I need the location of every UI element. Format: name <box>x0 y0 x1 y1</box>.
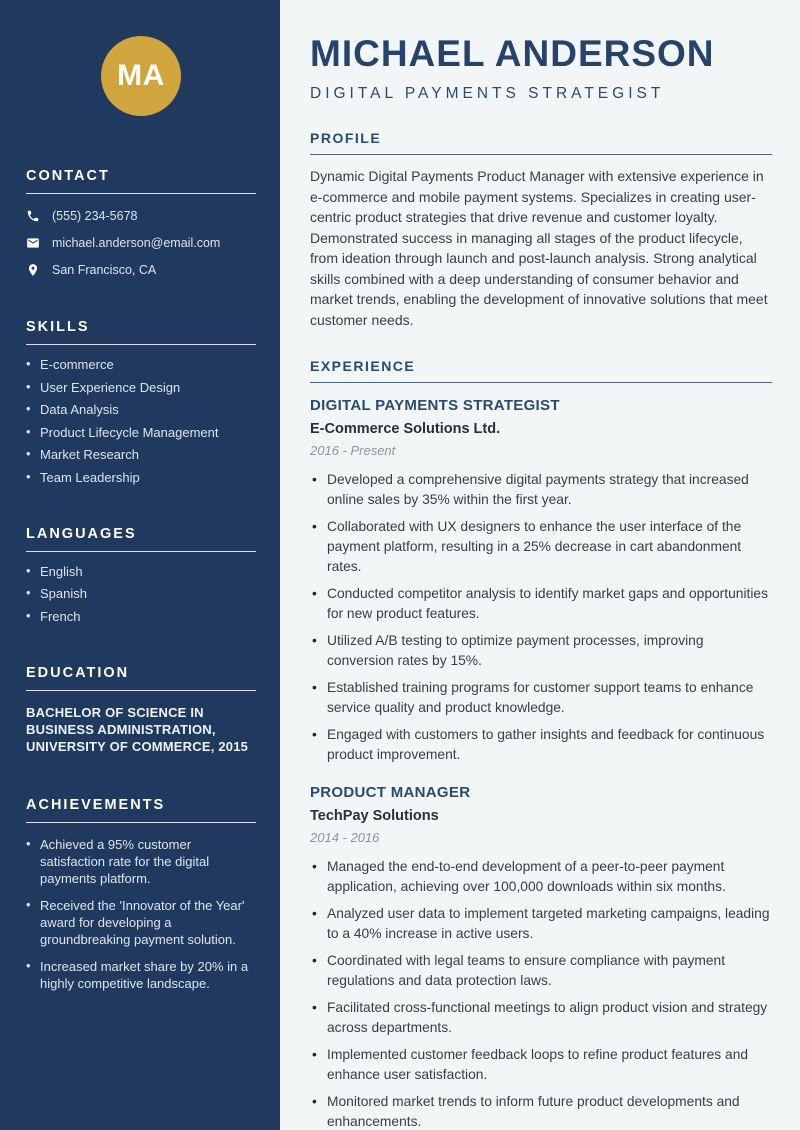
job-company: TechPay Solutions <box>310 807 439 824</box>
achievement-item: • Achieved a 95% customer satisfaction rate for the digital payments platform. <box>26 836 256 887</box>
job-bullet-list <box>310 470 772 765</box>
experience-section <box>310 358 772 1130</box>
job-bullet: • Implemented customer feedback loops to refine product features and enhance user satisfaction. <box>310 1045 772 1085</box>
email-address: michael.anderson@email.com <box>52 236 221 250</box>
job-bullet: • Coordinated with legal teams to ensure compliance with payment regulations and data protection laws. <box>310 951 772 991</box>
achievement-item: • Increased market share by 20% in a highly competitive landscape. <box>26 958 256 992</box>
location-icon <box>26 263 40 277</box>
job-bullet: • Managed the end-to-end development of a peer-to-peer payment application, achieving over 100,000 downloads within six months. <box>310 857 772 897</box>
skills-list <box>26 358 256 484</box>
person-job-title: DIGITAL PAYMENTS STRATEGIST <box>310 85 665 102</box>
job-bullet: • Analyzed user data to implement targeted marketing campaigns, leading to a 40% increase in active users. <box>310 904 772 944</box>
language-item: • English <box>26 565 256 578</box>
job-company: E-Commerce Solutions Ltd. <box>310 420 501 437</box>
phone-number: (555) 234-5678 <box>52 209 138 223</box>
contact-row-location <box>26 263 256 277</box>
section-divider <box>26 344 256 345</box>
languages-section-title: LANGUAGES <box>26 525 137 542</box>
avatar-initials: MA <box>117 59 165 92</box>
email-icon <box>26 236 40 250</box>
job-entry <box>310 784 772 1130</box>
language-item: • French <box>26 610 256 623</box>
profile-summary: Dynamic Digital Payments Product Manager with extensive experience in e-commerce and mobile payment systems. Specializes in creating user-centric product strategies that drive revenue and customer loyalty. Demonstrated success in managing all stages of the product lifecycle, from ideation through launch and post-launch analysis. Strong analytical skills combined with a deep understanding of consumer behavior and market trends, enabling the development of innovative solutions that meet customer needs. <box>310 168 768 329</box>
languages-list <box>26 565 256 623</box>
experience-section-title: EXPERIENCE <box>310 358 772 383</box>
contact-row-email <box>26 236 256 250</box>
job-bullet: • Collaborated with UX designers to enhance the user interface of the payment platform, resulting in a 25% decrease in cart abandonment rates. <box>310 517 772 577</box>
skill-item: • E-commerce <box>26 358 256 371</box>
profile-section-title: PROFILE <box>310 130 772 155</box>
job-bullet: • Developed a comprehensive digital payments strategy that increased online sales by 35% within the first year. <box>310 470 772 510</box>
sidebar <box>0 0 280 1130</box>
section-divider <box>26 193 256 194</box>
education-section <box>26 665 256 755</box>
contact-section <box>26 168 256 277</box>
section-divider <box>26 690 256 691</box>
achievements-section-title: ACHIEVEMENTS <box>26 796 166 813</box>
skill-item: • Product Lifecycle Management <box>26 426 256 439</box>
section-divider <box>26 822 256 823</box>
contact-list <box>26 209 256 277</box>
language-item: • Spanish <box>26 587 256 600</box>
job-role: PRODUCT MANAGER <box>310 783 471 801</box>
phone-icon <box>26 209 40 223</box>
achievements-list <box>26 836 256 992</box>
job-entry <box>310 397 772 765</box>
education-section-title: EDUCATION <box>26 664 130 681</box>
section-divider <box>26 551 256 552</box>
person-name: MICHAEL ANDERSON <box>310 33 715 74</box>
skill-item: • Data Analysis <box>26 403 256 416</box>
languages-section <box>26 526 256 623</box>
job-bullet: • Monitored market trends to inform future product developments and enhancements. <box>310 1092 772 1130</box>
job-bullet: • Engaged with customers to gather insights and feedback for continuous product improvement. <box>310 725 772 765</box>
job-role: DIGITAL PAYMENTS STRATEGIST <box>310 396 560 414</box>
education-degree: BACHELOR OF SCIENCE IN BUSINESS ADMINISTRATION, UNIVERSITY OF COMMERCE, 2015 <box>26 704 249 754</box>
skill-item: • Team Leadership <box>26 471 256 484</box>
skill-item: • User Experience Design <box>26 381 256 394</box>
main-content <box>280 0 800 1130</box>
skills-section-title: SKILLS <box>26 319 90 335</box>
job-bullet: • Conducted competitor analysis to identify market gaps and opportunities for new product features. <box>310 584 772 624</box>
job-bullet: • Facilitated cross-functional meetings to align product vision and strategy across departments. <box>310 998 772 1038</box>
job-dates: 2014 - 2016 <box>310 829 380 845</box>
profile-section <box>310 130 772 331</box>
skill-item: • Market Research <box>26 448 256 461</box>
job-bullet-list <box>310 857 772 1130</box>
achievements-section <box>26 797 256 992</box>
job-dates: 2016 - Present <box>310 442 396 458</box>
achievement-item: • Received the 'Innovator of the Year' award for developing a groundbreaking payment solution. <box>26 897 256 948</box>
skills-section <box>26 319 256 484</box>
contact-section-title: CONTACT <box>26 168 110 184</box>
location-text: San Francisco, CA <box>52 263 157 277</box>
contact-row-phone <box>26 209 256 223</box>
avatar <box>101 36 181 116</box>
job-bullet: • Utilized A/B testing to optimize payment processes, improving conversion rates by 15%. <box>310 631 772 671</box>
job-bullet: • Established training programs for customer support teams to enhance service quality and product knowledge. <box>310 678 772 718</box>
